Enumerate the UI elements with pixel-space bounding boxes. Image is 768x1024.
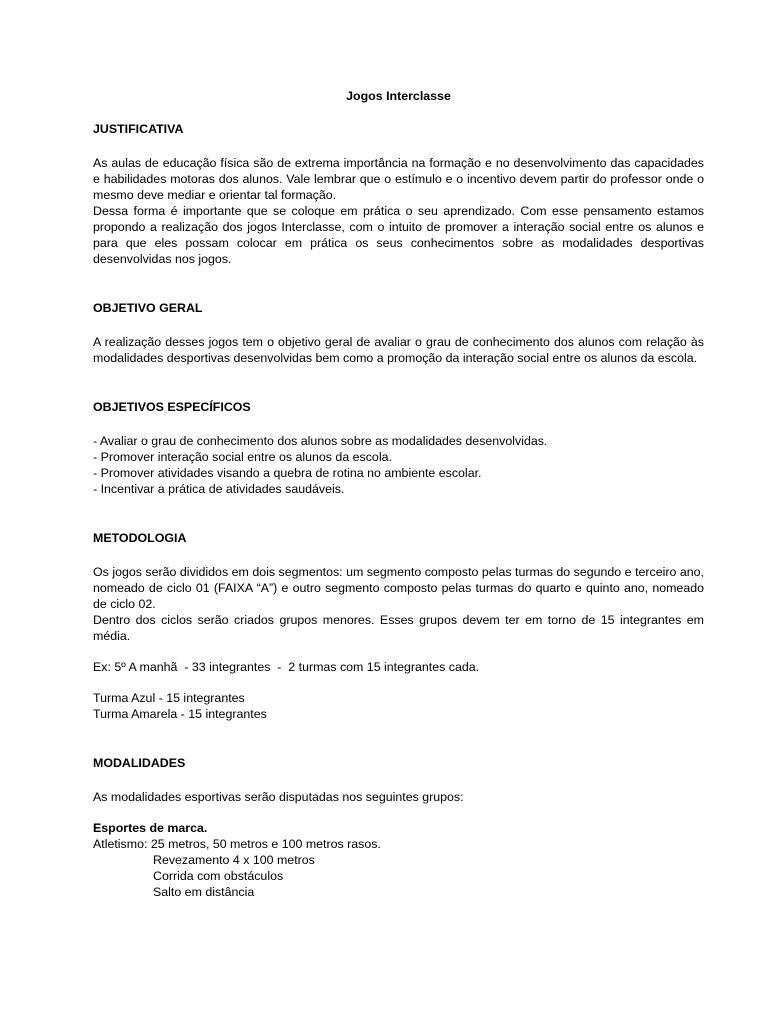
objetivo-geral-paragraph: A realização desses jogos tem o objetivo geral de avaliar o grau de conhecimento dos alunos com relação às modalidades desportivas desenvolvidas bem como a promoção da interação social entre os alunos da escola.	[93, 335, 704, 365]
team-line: Turma Amarela - 15 integrantes	[93, 707, 267, 721]
list-item: - Promover atividades visando a quebra de rotina no ambiente escolar.	[93, 466, 482, 480]
list-item: - Promover interação social entre os alunos da escola.	[93, 450, 392, 464]
atletismo-item: Revezamento 4 x 100 metros	[153, 853, 315, 867]
atletismo-item: Salto em distância	[153, 885, 255, 899]
justificativa-paragraph-1: As aulas de educação física são de extrema importância na formação e no desenvolvimento das capacidades e habilidades motoras dos alunos. Vale lembrar que o estímulo e o incentivo devem partir do professor onde o mesmo deve mediar e orientar tal formação.	[93, 156, 704, 202]
modalidades-intro: As modalidades esportivas serão disputadas nos seguintes grupos:	[93, 790, 464, 804]
atletismo-item: Corrida com obstáculos	[153, 869, 284, 883]
heading-metodologia: METODOLOGIA	[93, 531, 187, 545]
list-item: - Incentivar a prática de atividades saudáveis.	[93, 482, 345, 496]
heading-objetivo-geral: OBJETIVO GERAL	[93, 301, 203, 315]
document-body	[93, 88, 704, 900]
list-item: - Avaliar o grau de conhecimento dos alunos sobre as modalidades desenvolvidas.	[93, 434, 548, 448]
atletismo-line	[93, 836, 704, 852]
document-title: Jogos Interclasse	[346, 89, 451, 103]
heading-justificativa: JUSTIFICATIVA	[93, 122, 184, 136]
heading-modalidades: MODALIDADES	[93, 756, 186, 770]
team-line: Turma Azul - 15 integrantes	[93, 691, 245, 705]
modalidades-group-title: Esportes de marca.	[93, 821, 208, 835]
justificativa-paragraph-2: Dessa forma é importante que se coloque em prática o seu aprendizado. Com esse pensamento estamos propondo a realização dos jogos Interclasse, com o intuito de promover a interação social entre os alunos e para que eles possam colocar em prática os seus conhecimentos sobre as modalidades desportivas desenvolvidas nos jogos.	[93, 204, 704, 266]
heading-objetivos-especificos: OBJETIVOS ESPECÍFICOS	[93, 400, 251, 414]
metodologia-paragraph-1: Os jogos serão divididos em dois segmentos: um segmento composto pelas turmas do segundo e terceiro ano, nomeado de ciclo 01 (FAIXA “A”) e outro segmento composto pelas turmas do quarto e quinto ano, nomeado de ciclo 02.	[93, 565, 704, 611]
metodologia-example: Ex: 5º A manhã - 33 integrantes - 2 turmas com 15 integrantes cada.	[93, 660, 480, 674]
metodologia-paragraph-2: Dentro dos ciclos serão criados grupos menores. Esses grupos devem ter em torno de 15 integrantes em média.	[93, 613, 704, 643]
atletismo-label: Atletismo:	[93, 837, 148, 851]
atletismo-item: 25 metros, 50 metros e 100 metros rasos.	[150, 837, 381, 851]
